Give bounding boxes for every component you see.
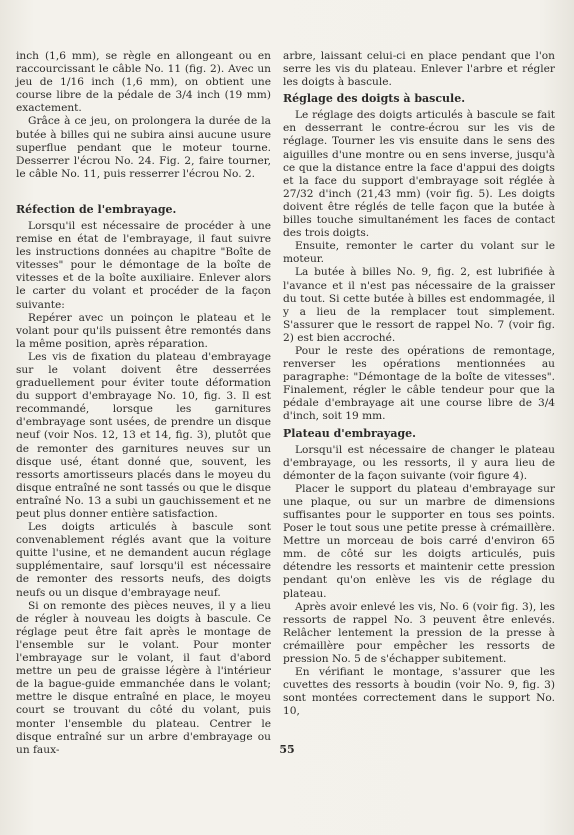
paragraph: Les vis de fixation du plateau d'embrayage sur le volant doivent être desserrées graduellement pour éviter toute déformation du support d'embrayage No. 10, fig. 3. Il est recommandé, lorsque les garnitures d'embrayage sont usées, de prendre un disque neuf (voir Nos. 12, 13 et 14, fig. 3), plutôt que de remonter des garnitures neuves sur un disque usé, étant donné que, souvent, les ressorts amortisseurs placés dans le moyeu du disque entraîné ne sont tassés ou que le disque entraîné No. 13 a subi un gauchissement et ne peut plus donner entière satisfaction. <box>16 350 271 520</box>
paragraph: Lorsqu'il est nécessaire de procéder à une remise en état de l'embrayage, il faut suivre les instructions données au chapitre "Boîte de vitesses" pour le démontage de la boîte de vitesses et de la boîte auxiliaire. Enlever alors le carter du volant et procéder de la façon suivante: <box>16 219 271 311</box>
section-heading-reglage: Réglage des doigts à bascule. <box>283 92 466 106</box>
paragraph: inch (1,6 mm), se règle en allongeant ou en raccourcissant le câble No. 11 (fig. 2). Avec un jeu de 1/16 inch (1,6 mm), on obtient une course libre de la pédale de 3/4 inch (19 mm) exactement. <box>16 50 271 115</box>
paragraph: Les doigts articulés à bascule sont convenablement réglés avant que la voiture quitte l'usine, et ne demandent aucun réglage supplémentaire, sauf lorsqu'il est nécessaire de remonter des ressorts neufs, des doigts neufs ou un disque d'embrayage neuf. <box>16 521 271 599</box>
paragraph: Placer le support du plateau d'embrayage sur une plaque, ou sur un marbre de dimensions suffisantes pour le supporter en tous ses points. Poser le tout sous une petite presse à crémaillère. Mettre un morceau de bois carré d'environ 65 mm. de côté sur les doigts articulés, puis détendre les ressorts et maintenir cette pression pendant qu'on enlève les vis de réglage du plateau. <box>283 482 555 600</box>
paragraph: Après avoir enlevé les vis, No. 6 (voir fig. 3), les ressorts de rappel No. 3 peuvent être enlevés. Relâcher lentement la pression de la presse à crémaillère pour empêcher les ressorts de pression No. 5 de s'échapper subitement. <box>283 600 555 666</box>
section-heading-refection: Réfection de l'embrayage. <box>16 202 177 216</box>
paragraph: Ensuite, remonter le carter du volant sur le moteur. <box>283 240 555 266</box>
paragraph: Le réglage des doigts articulés à bascule se fait en desserrant le contre-écrou sur les vis de réglage. Tourner les vis ensuite dans le sens des aiguilles d'une montre ou en sens inverse, jusqu'à ce que la distance entre la face d'appui des doigts et la face du support d'embrayage soit réglée à 27/32 d'inch (21,43 mm) (voir fig. 5). Les doigts doivent être réglés de telle façon que la butée à billes touche simultanément les faces de contact des trois doigts. <box>283 109 555 240</box>
paragraph: La butée à billes No. 9, fig. 2, est lubrifiée à l'avance et il n'est pas nécessaire de la graisser du tout. Si cette butée à billes est endommagée, il y a lieu de la remplacer tout simplement. S'assurer que le ressort de rappel No. 7 (voir fig. 2) est bien accroché. <box>283 266 555 344</box>
paragraph: En vérifiant le montage, s'assurer que les cuvettes des ressorts à boudin (voir No. 9, fig. 3) sont montées correctement dans le support No. 10, <box>283 666 555 718</box>
page-number: 55 <box>279 743 295 756</box>
paragraph: Pour le reste des opérations de remontage, renverser les opérations mentionnées au paragraphe: "Démontage de la boîte de vitesses". Finalement, régler le câble tendeur pour que la pédale d'embrayage ait une course libre de 3/4 d'inch, soit 19 mm. <box>283 344 555 423</box>
paragraph: Si on remonte des pièces neuves, il y a lieu de régler à nouveau les doigts à bascule. Ce réglage peut être fait après le montage de l'ensemble sur le volant. Pour monter l'embrayage sur le volant, il faut d'abord mettre un peu de graisse légère à l'intérieur de la bague-guide emmanchée dans le volant; mettre le disque entraîné en place, le moyeu court se trouvant du côté du volant, puis monter l'ensemble du plateau. Centrer le disque entraîné sur un arbre d'embrayage ou un faux- <box>16 599 271 756</box>
section-heading-plateau: Plateau d'embrayage. <box>283 426 416 440</box>
paragraph: arbre, laissant celui-ci en place pendant que l'on serre les vis du plateau. Enlever l'arbre et régler les doigts à bascule. <box>283 50 555 89</box>
paragraph: Lorsqu'il est nécessaire de changer le plateau d'embrayage, ou les ressorts, il y aura lieu de démonter de la façon suivante (voir figure 4). <box>283 443 555 482</box>
right-column <box>283 50 555 719</box>
left-column <box>16 50 271 757</box>
paragraph: Repérer avec un poinçon le plateau et le volant pour qu'ils puissent être remontés dans la même position, après réparation. <box>16 311 271 350</box>
paragraph: Grâce à ce jeu, on prolongera la durée de la butée à billes qui ne subira ainsi aucune usure superflue pendant que le moteur tourne. Desserrer l'écrou No. 24. Fig. 2, faire tourner, le câble No. 11, puis resserrer l'écrou No. 2. <box>16 115 271 180</box>
